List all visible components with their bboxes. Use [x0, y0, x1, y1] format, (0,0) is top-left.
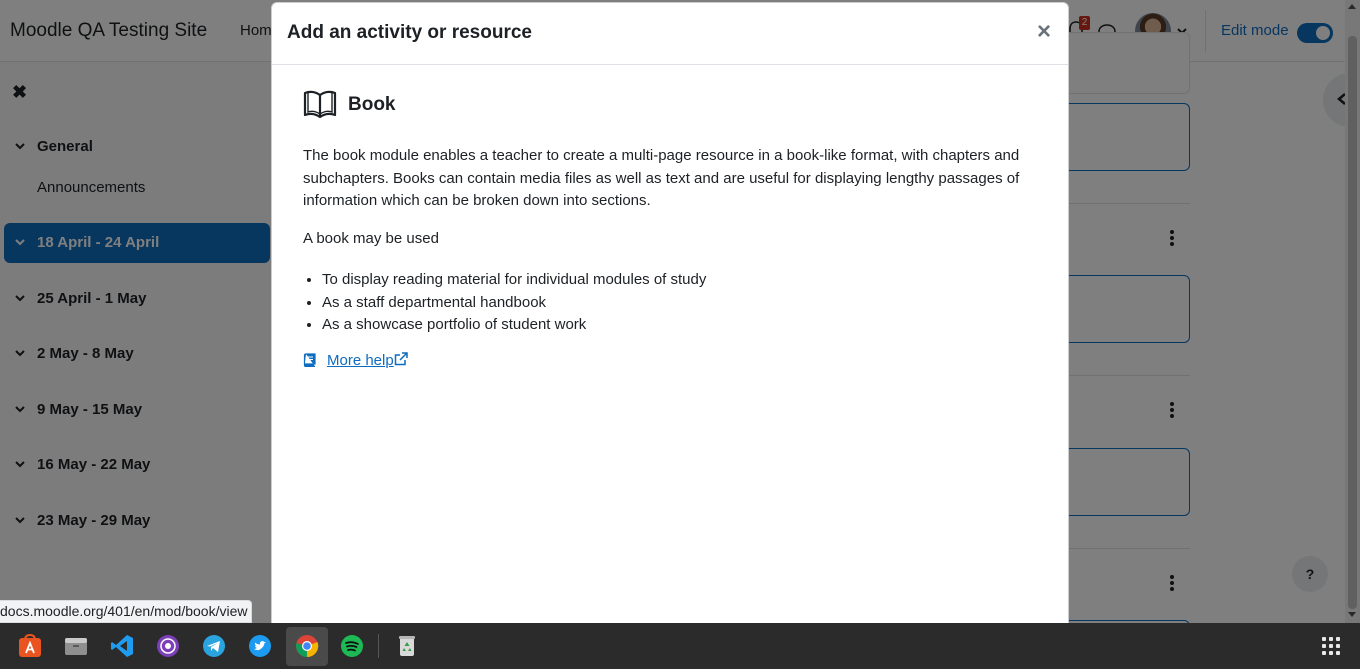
- external-link-icon: [394, 352, 408, 366]
- book-icon: [303, 87, 337, 121]
- module-usage-list: [322, 269, 706, 337]
- close-button[interactable]: ×: [1036, 18, 1051, 45]
- more-help-link[interactable]: [303, 352, 408, 369]
- spotify-icon[interactable]: [340, 634, 364, 658]
- telegram-icon[interactable]: [202, 634, 226, 658]
- podcast-icon[interactable]: [156, 634, 180, 658]
- link-status-url: docs.moodle.org/401/en/mod/book/view: [0, 600, 252, 623]
- more-help-label: More help: [327, 352, 394, 369]
- book-icon: [303, 353, 317, 367]
- modal-header: [272, 3, 1069, 65]
- modal-title: Add an activity or resource: [287, 22, 532, 43]
- vscode-icon[interactable]: [110, 634, 134, 658]
- module-usage-intro: A book may be used: [303, 230, 439, 247]
- chrome-icon[interactable]: [295, 634, 319, 658]
- list-item: • As a staff departmental handbook: [322, 292, 706, 315]
- list-item: • As a showcase portfolio of student work: [322, 314, 706, 337]
- app-store-icon[interactable]: [18, 634, 42, 658]
- list-item: • To display reading material for individual modules of study: [322, 269, 706, 292]
- show-apps-grid-icon[interactable]: [1322, 637, 1340, 655]
- module-name: Book: [348, 94, 396, 115]
- twitter-icon[interactable]: [248, 634, 272, 658]
- taskbar-separator: [378, 634, 379, 658]
- module-description: The book module enables a teacher to create a multi-page resource in a book-like format, with chapters and subchapters. Books can contain media files as well as text and are useful for displaying lengthy passages of information which can be broken down into sections.: [303, 147, 1020, 209]
- files-icon[interactable]: [64, 634, 88, 658]
- activity-chooser-modal: [271, 2, 1069, 623]
- trash-icon[interactable]: [395, 634, 419, 658]
